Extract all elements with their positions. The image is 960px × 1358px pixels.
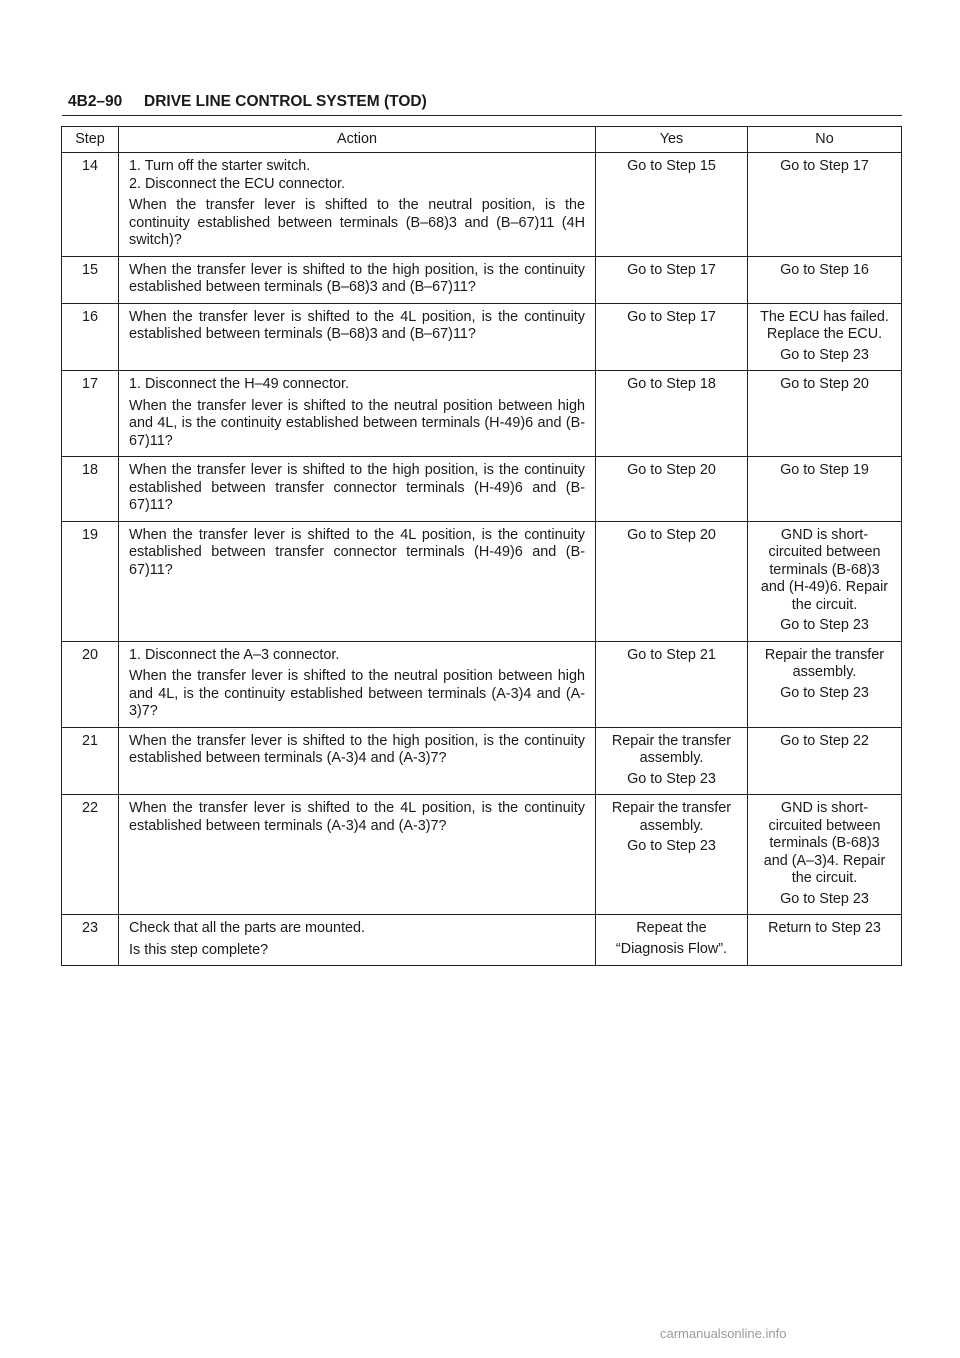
instruction-item: 1. Turn off the starter switch. [129, 158, 311, 174]
yes-result-cell [596, 256, 748, 303]
table-row [62, 371, 902, 457]
action-question: When the transfer lever is shifted to the 4L position, is the continuity established between terminals (B–68)3 and (B–67)11? [129, 308, 585, 342]
table-row [62, 521, 902, 641]
no-result-note: GND is short-circuited between terminals (B-68)3 and (A–3)4. Repair the circuit. [763, 800, 886, 886]
yes-result: Go to Step 21 [627, 646, 716, 663]
step-number: 19 [62, 521, 119, 641]
action-instructions [129, 647, 585, 665]
no-result-note: GND is short-circuited between terminals (B-68)3 and (H-49)6. Repair the circuit. [760, 526, 889, 613]
action-cell [119, 521, 596, 641]
action-question: When the transfer lever is shifted to the high position, is the continuity established between transfer connector terminals (H-49)6 and (B-67)11? [129, 462, 585, 513]
action-question: When the transfer lever is shifted to the 4L position, is the continuity established between transfer connector terminals (H-49)6 and (B-67)11? [129, 526, 585, 578]
yes-result-note: Repeat the [636, 920, 707, 936]
yes-result-cell [596, 457, 748, 522]
yes-result: Go to Step 23 [627, 770, 716, 787]
action-instructions [129, 376, 585, 394]
table-row [62, 795, 902, 915]
instruction-item: 2. Disconnect the ECU connector. [129, 175, 345, 192]
yes-result: Go to Step 20 [627, 526, 716, 543]
step-number: 16 [62, 303, 119, 371]
table-row [62, 915, 902, 966]
action-question: When the transfer lever is shifted to the neutral position between high and 4L, is the continuity established between terminals (A-3)4 and (A-3)7? [129, 668, 585, 719]
action-cell [119, 795, 596, 915]
no-result: Go to Step 20 [780, 376, 869, 392]
table-row [62, 303, 902, 371]
no-result: Go to Step 17 [780, 158, 869, 174]
table-header-row [62, 127, 902, 153]
step-number: 23 [62, 915, 119, 966]
yes-result: Go to Step 15 [627, 158, 716, 174]
yes-result: Go to Step 17 [627, 308, 716, 325]
action-cell [119, 303, 596, 371]
no-result: Go to Step 23 [780, 346, 869, 363]
no-result-cell [748, 153, 902, 257]
instruction-item: 1. Disconnect the A–3 connector. [129, 646, 340, 663]
table-row [62, 641, 902, 727]
step-number: 21 [62, 727, 119, 795]
yes-result: Go to Step 23 [627, 838, 716, 854]
action-instructions [129, 920, 585, 938]
action-question: When the transfer lever is shifted to the neutral position, is the continuity established between terminals (B–68)3 and (B–67)11 (4H switch)? [129, 197, 585, 248]
yes-result: Go to Step 20 [627, 462, 716, 478]
action-cell [119, 457, 596, 522]
no-result-cell [748, 371, 902, 457]
no-result-note: The ECU has failed. Replace the ECU. [760, 308, 889, 342]
no-result: Go to Step 22 [780, 732, 869, 749]
step-number: 22 [62, 795, 119, 915]
step-number: 20 [62, 641, 119, 727]
no-result-cell [748, 457, 902, 522]
no-result: Go to Step 16 [780, 261, 869, 278]
action-cell [119, 727, 596, 795]
no-result: Go to Step 23 [780, 684, 869, 701]
no-result-cell [748, 256, 902, 303]
page-code: 4B2–90 [68, 93, 123, 110]
table-row [62, 727, 902, 795]
step-number: 14 [62, 153, 119, 257]
no-result: Return to Step 23 [768, 920, 881, 936]
table-row [62, 256, 902, 303]
action-cell [119, 915, 596, 966]
diagnosis-table [61, 126, 902, 966]
no-result: Go to Step 23 [780, 617, 869, 633]
section-title: DRIVE LINE CONTROL SYSTEM (TOD) [144, 93, 427, 110]
table-row [62, 153, 902, 257]
no-result-note: Repair the transfer assembly. [764, 646, 885, 680]
action-cell [119, 641, 596, 727]
yes-result-cell [596, 371, 748, 457]
yes-result-note: Repair the transfer assembly. [611, 732, 732, 766]
yes-result: “Diagnosis Flow”. [615, 940, 728, 957]
yes-result-cell [596, 795, 748, 915]
no-result: Go to Step 19 [780, 462, 869, 478]
step-number: 18 [62, 457, 119, 522]
action-question: When the transfer lever is shifted to the neutral position between high and 4L, is the continuity established between terminals (H-49)6 and (B-67)11? [129, 397, 585, 449]
action-question: Is this step complete? [129, 941, 269, 958]
step-number: 15 [62, 256, 119, 303]
yes-result-note: Repair the transfer assembly. [611, 800, 732, 834]
action-cell [119, 371, 596, 457]
column-header-no: No [748, 127, 902, 153]
no-result-cell [748, 521, 902, 641]
no-result-cell [748, 795, 902, 915]
action-question: When the transfer lever is shifted to the high position, is the continuity established between terminals (B–68)3 and (B–67)11? [129, 261, 585, 295]
yes-result-cell [596, 153, 748, 257]
yes-result: Go to Step 17 [627, 261, 716, 278]
yes-result-cell [596, 303, 748, 371]
no-result-cell [748, 915, 902, 966]
column-header-action: Action [119, 127, 596, 153]
table-row [62, 457, 902, 522]
action-question: When the transfer lever is shifted to the 4L position, is the continuity established between terminals (A-3)4 and (A-3)7? [129, 800, 585, 834]
instruction-item: 1. Disconnect the H–49 connector. [129, 376, 349, 392]
yes-result-cell [596, 727, 748, 795]
page-header [62, 93, 902, 116]
yes-result-cell [596, 915, 748, 966]
column-header-step: Step [62, 127, 119, 153]
no-result: Go to Step 23 [780, 890, 869, 907]
action-cell [119, 256, 596, 303]
action-instructions [129, 158, 585, 193]
watermark: carmanualsonline.info [660, 1326, 787, 1341]
yes-result: Go to Step 18 [627, 376, 716, 392]
step-number: 17 [62, 371, 119, 457]
column-header-yes: Yes [596, 127, 748, 153]
no-result-cell [748, 303, 902, 371]
no-result-cell [748, 641, 902, 727]
action-cell [119, 153, 596, 257]
yes-result-cell [596, 521, 748, 641]
instruction-item: Check that all the parts are mounted. [129, 920, 365, 936]
no-result-cell [748, 727, 902, 795]
yes-result-cell [596, 641, 748, 727]
action-question: When the transfer lever is shifted to the high position, is the continuity established between terminals (A-3)4 and (A-3)7? [129, 732, 585, 766]
